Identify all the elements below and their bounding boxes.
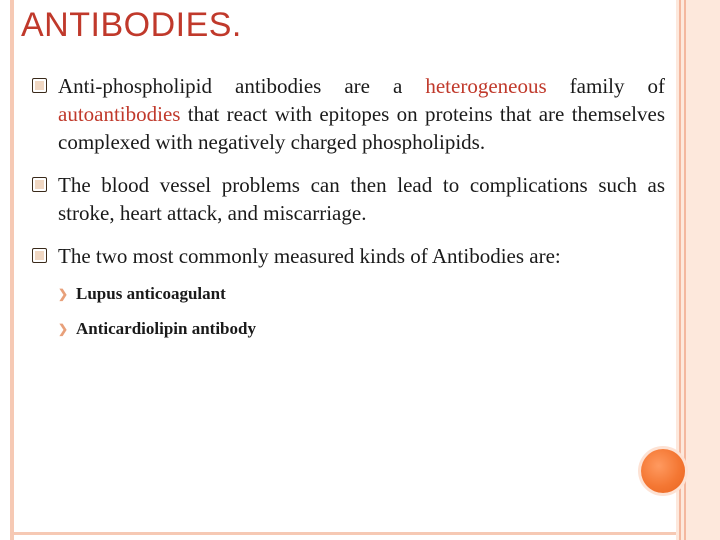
frame-left-border [10,0,14,540]
bullet-text-part: that react with epitopes on proteins that are themselves complexed with negatively charged phospholipids. [58,102,665,154]
orange-circle-icon [641,449,685,493]
bullet-item [32,242,665,270]
frame-right-line [684,0,686,540]
arrow-bullet-icon: ❯ [58,287,69,301]
checkbox-square-icon [32,248,47,263]
bullet-item [32,72,665,156]
checkbox-square-icon [32,78,47,93]
sub-bullet-text: Anticardiolipin antibody [76,319,256,338]
sub-bullet-item [58,283,226,305]
highlight-term: heterogeneous [425,74,547,98]
sub-bullet-text: Lupus anticoagulant [76,284,226,303]
highlight-term: autoantibodies [58,102,181,126]
arrow-bullet-icon: ❯ [58,322,69,336]
checkbox-square-icon [32,177,47,192]
slide-title: ANTIBODIES. [21,6,242,44]
frame-bottom-border [10,532,720,535]
frame-right-band [676,0,720,540]
bullet-item [32,171,665,227]
bullet-text-part: Anti-phospholipid antibodies are a [58,74,426,98]
bullet-text [58,72,665,156]
sub-bullet-item [58,318,256,340]
bullet-text: The blood vessel problems can then lead to complications such as stroke, heart attack, and miscarriage. [58,173,665,225]
bullet-text: The two most commonly measured kinds of Antibodies are: [58,244,561,268]
bullet-text-part: family of [546,74,666,98]
